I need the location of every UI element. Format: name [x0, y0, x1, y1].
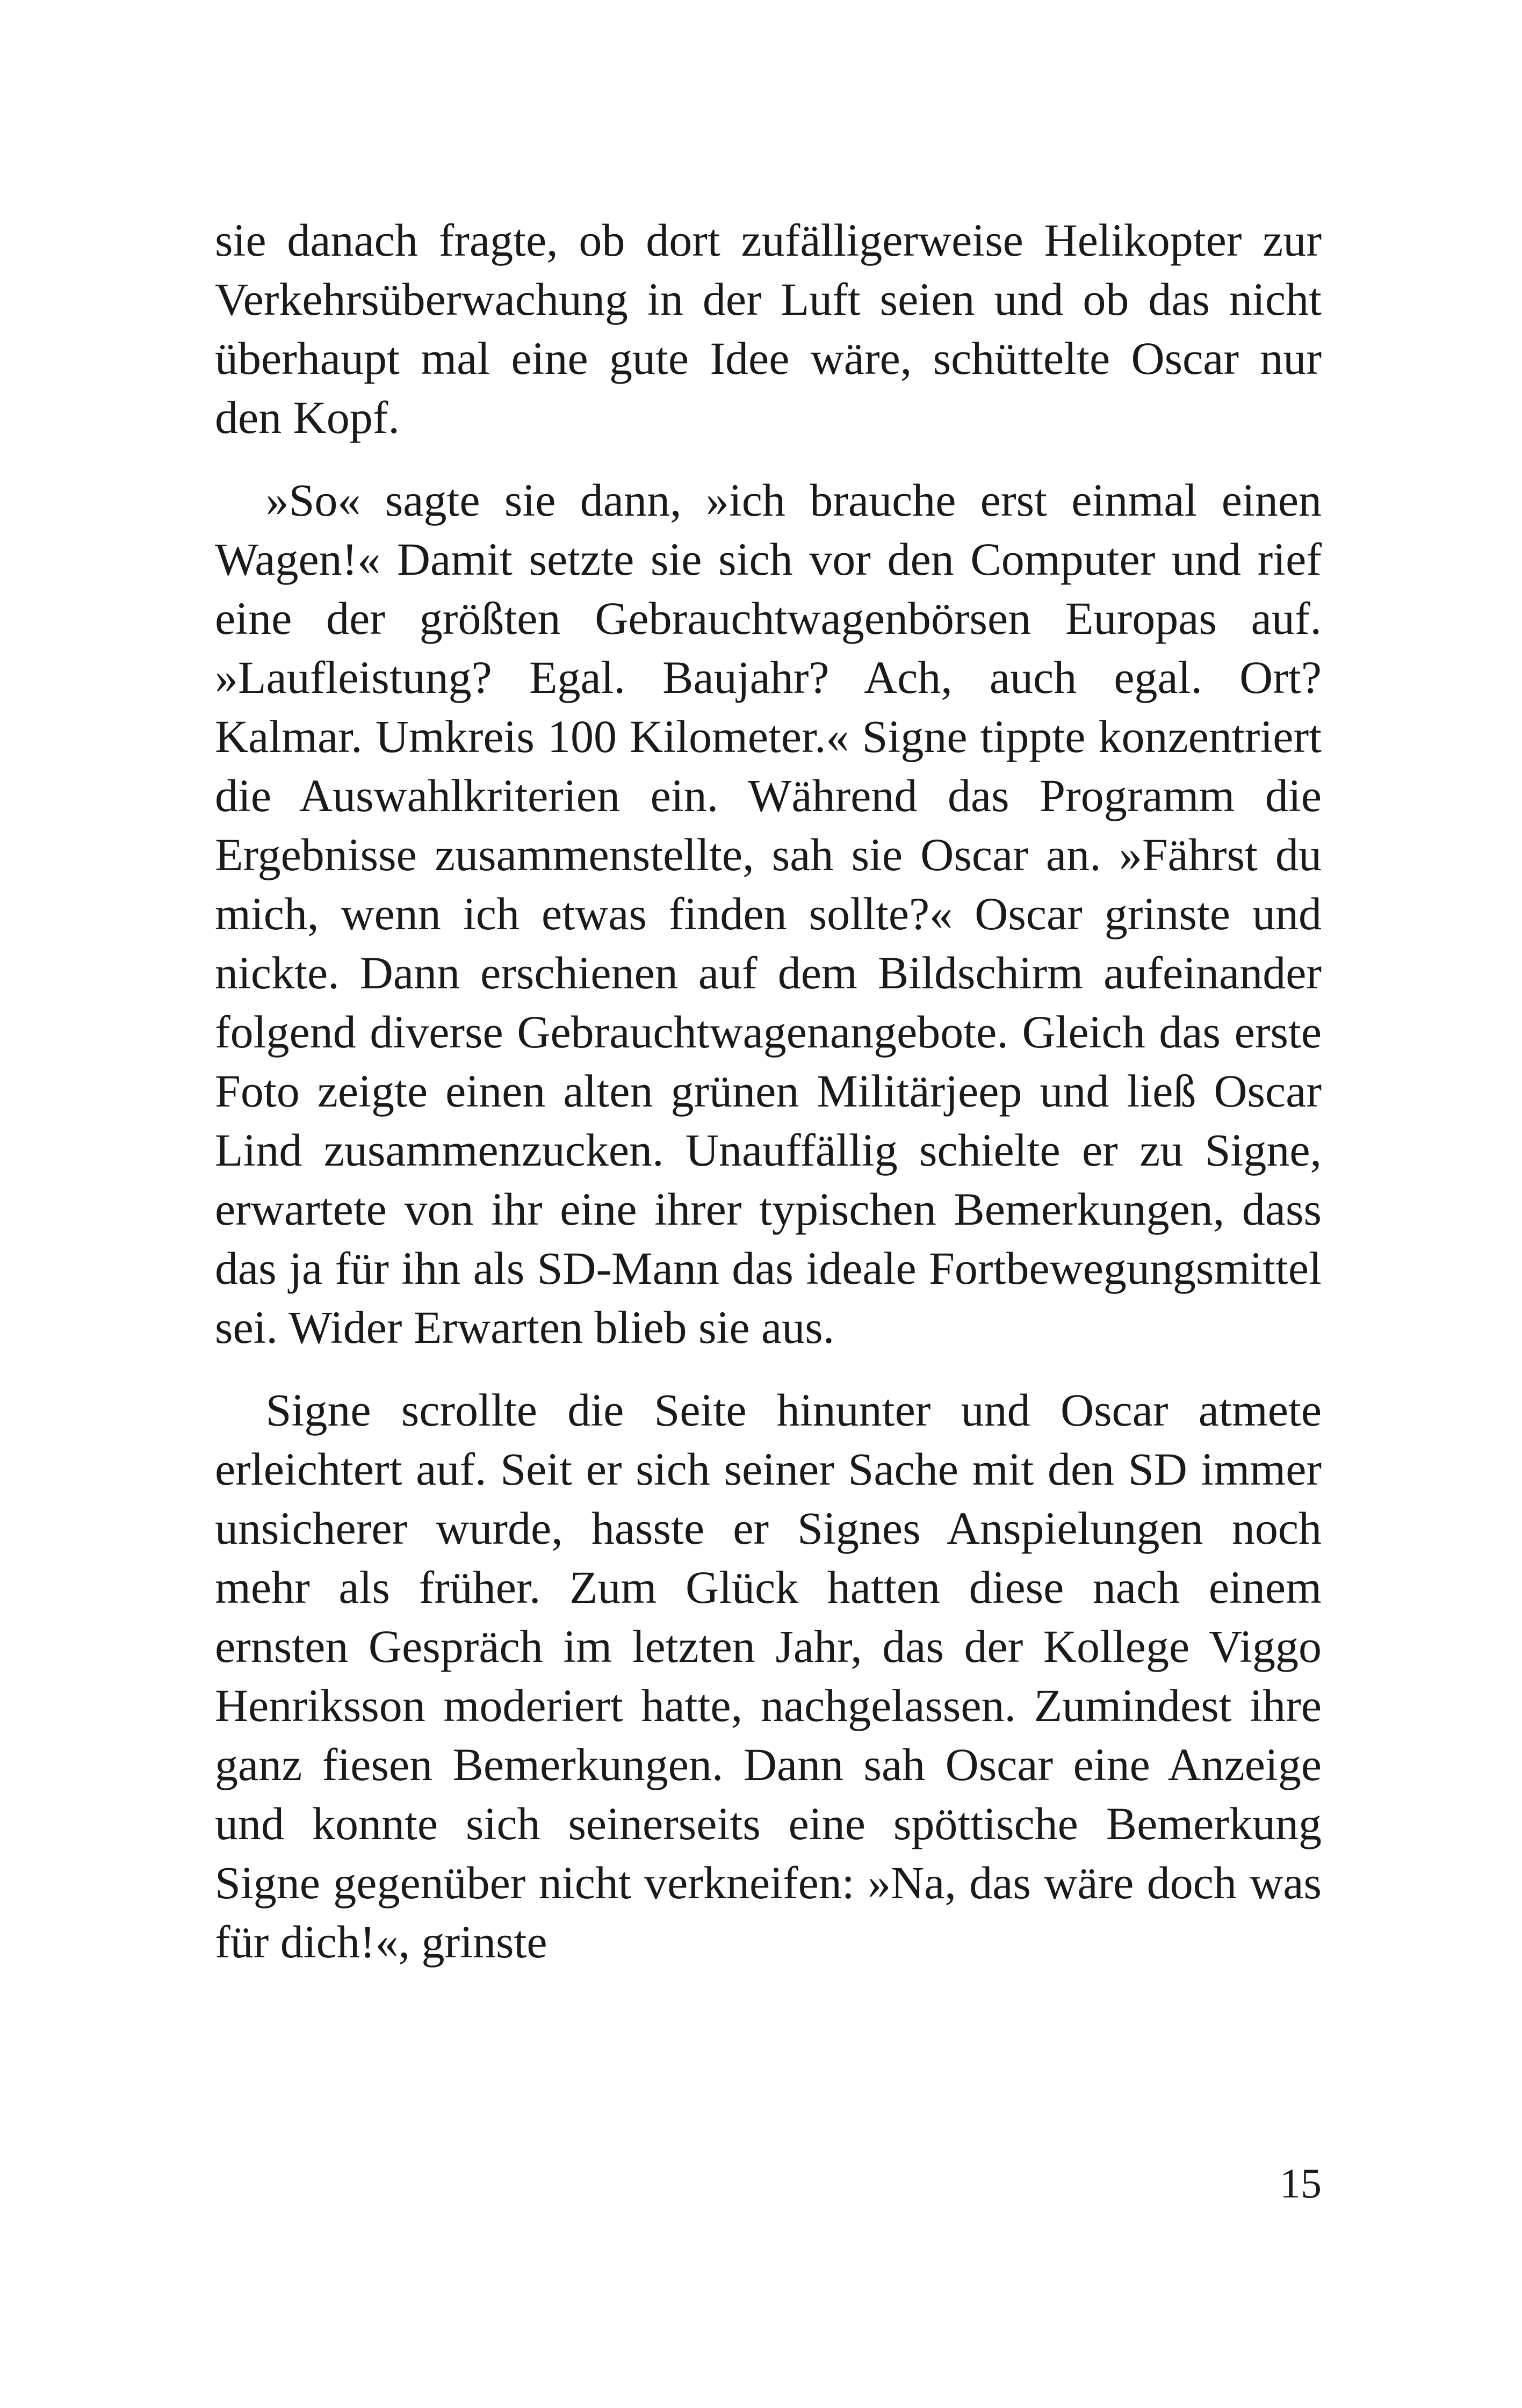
paragraph-2: »So« sagte sie dann, »ich brauche erst einmal einen Wagen!« Damit setzte sie sich vor den Computer und rief eine der größten Gebrauchtwagenbörsen Europas auf. »Laufleistung? Egal. Baujahr? Ach, auch egal. Ort? Kalmar. Umkreis 100 Kilometer.« Signe tippte konzentriert die Auswahlkriterien ein. Während das Programm die Ergebnisse zusammenstellte, sah sie Oscar an. »Fährst du mich, wenn ich etwas finden sollte?« Oscar grinste und nickte. Dann erschienen auf dem Bildschirm aufeinander folgend diverse Gebrauchtwagenangebote. Gleich das erste Foto zeigte einen alten grünen Militärjeep und ließ Oscar Lind zusammenzucken. Unauffällig schielte er zu Signe, erwartete von ihr eine ihrer typischen Bemerkungen, dass das ja für ihn als SD-Mann das ideale Fortbewegungsmittel sei. Wider Erwarten blieb sie aus.: [215, 474, 1322, 1353]
paragraph-3: Signe scrollte die Seite hinunter und Oscar atmete erleichtert auf. Seit er sich seiner Sache mit den SD immer unsicherer wurde, hasste er Signes Anspielungen noch mehr als früher. Zum Glück hatten diese nach einem ernsten Gespräch im letzten Jahr, das der Kollege Viggo Henriksson moderiert hatte, nachgelassen. Zumindest ihre ganz fiesen Bemerkungen. Dann sah Oscar eine Anzeige und konnte sich seinerseits eine spöttische Bemerkung Signe gegenüber nicht verkneifen: »Na, das wäre doch was für dich!«, grinste: [215, 1384, 1322, 1968]
page-number: 15: [1280, 2160, 1322, 2207]
paragraph-1: sie danach fragte, ob dort zufälligerweise Helikopter zur Verkehrsüberwachung in der Luft seien und ob das nicht überhaupt mal eine gute Idee wäre, schüttelte Oscar nur den Kopf.: [215, 214, 1322, 443]
body-text: [215, 211, 1322, 1971]
